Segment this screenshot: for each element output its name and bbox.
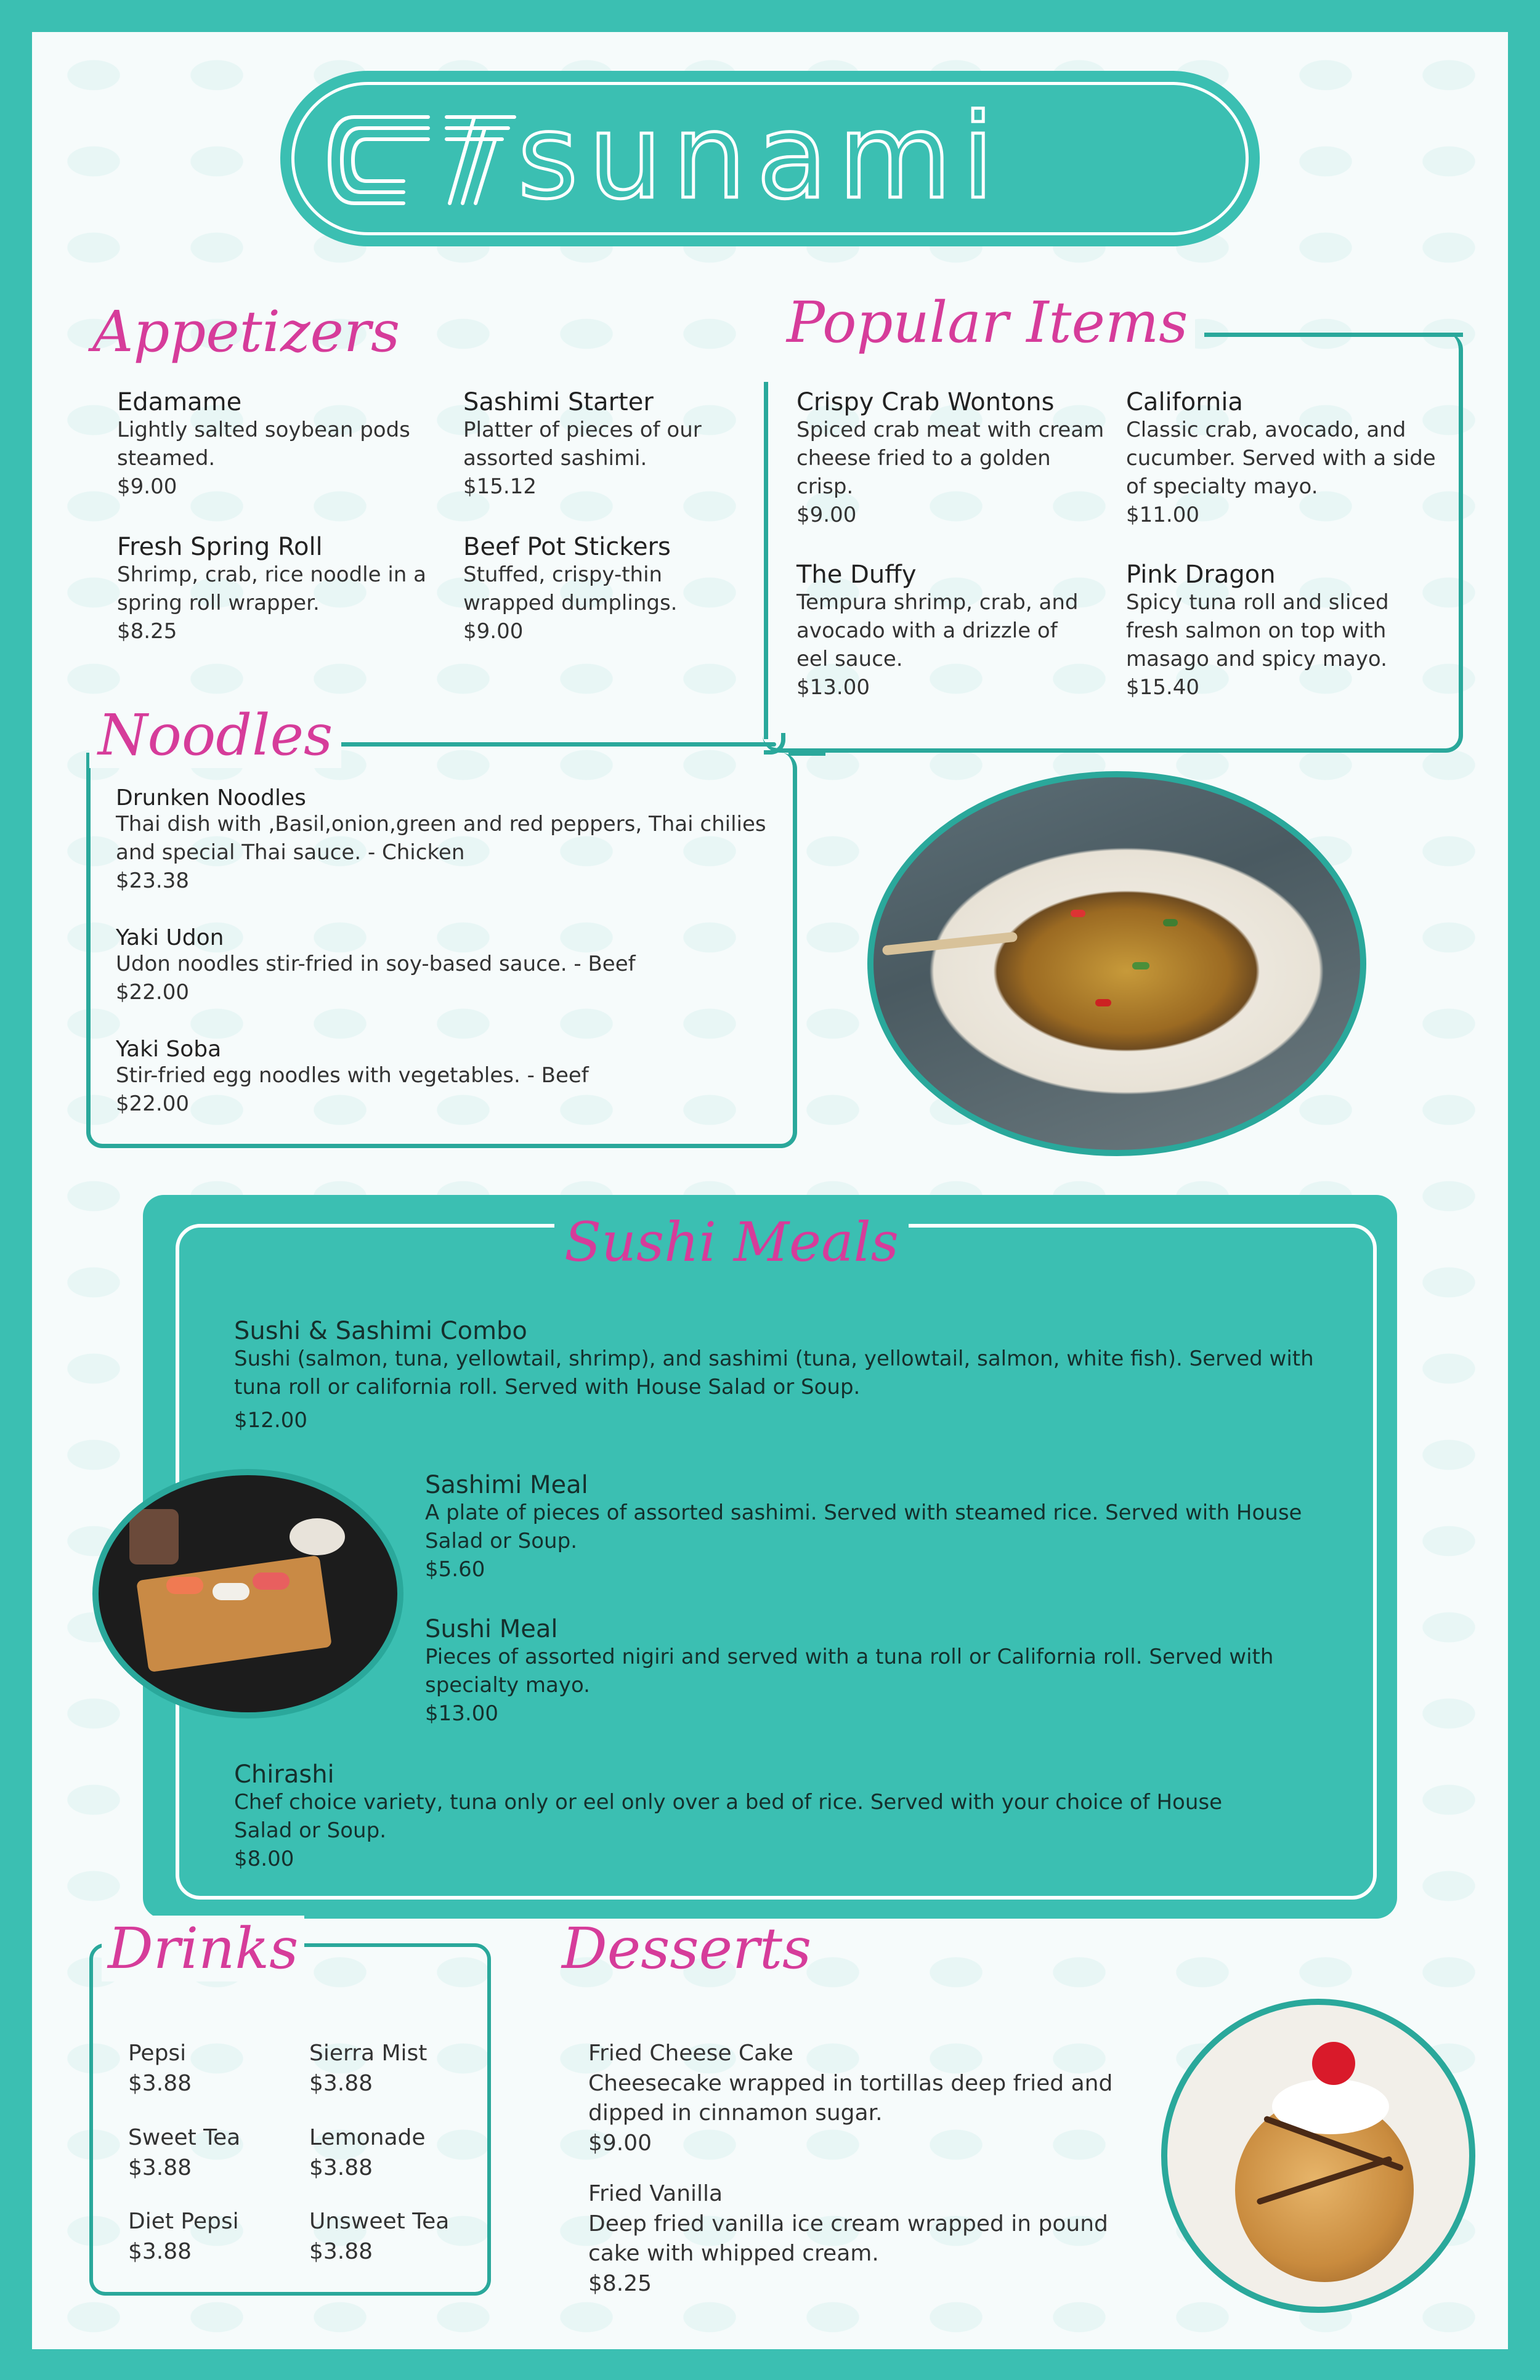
- drink-item: [309, 2039, 482, 2099]
- item-desc: Sushi (salmon, tuna, yellowtail, shrimp), and sashimi (tuna, yellowtail, salmon, white fish). Served with tuna roll or california roll. Served with House Salad or Soup.: [234, 1346, 1314, 1399]
- drinks-heading: Drinks: [102, 1916, 304, 1981]
- popular-frame-left: [764, 382, 768, 739]
- noodles-frame-connector: [788, 751, 825, 756]
- popular-item: [796, 388, 1104, 530]
- item-desc: Shrimp, crab, rice noodle in a spring roll wrapper.: [117, 562, 426, 615]
- item-price: $3.88: [128, 2238, 192, 2264]
- item-price: $9.00: [588, 2130, 652, 2156]
- item-name: The Duffy: [796, 561, 917, 589]
- item-desc: Chef choice variety, tuna only or eel only over a bed of rice. Served with your choice of House Salad or Soup.: [234, 1790, 1222, 1843]
- item-name: Pink Dragon: [1126, 561, 1276, 589]
- item-name: California: [1126, 388, 1243, 416]
- tsunami-logo: [317, 92, 1223, 225]
- item-name: Yaki Soba: [116, 1037, 222, 1062]
- item-price: $8.25: [117, 618, 177, 644]
- appetizer-item: [463, 388, 753, 501]
- item-desc: Thai dish with ,Basil,onion,green and red peppers, Thai chilies and special Thai sauce. - Chicken: [116, 812, 766, 865]
- popular-heading: Popular Items: [779, 289, 1195, 355]
- popular-item: [796, 561, 1092, 702]
- item-name: Fried Cheese Cake: [588, 2041, 793, 2066]
- item-name: Edamame: [117, 388, 242, 416]
- logo-wordmark: sunami: [517, 92, 1005, 225]
- drink-item: [128, 2039, 288, 2099]
- item-price: $12.00: [234, 1407, 307, 1433]
- sushi-platter-photo: [92, 1469, 403, 1718]
- item-name: Yaki Udon: [116, 925, 224, 950]
- sushi-item: [234, 1317, 1331, 1435]
- desserts-heading: Desserts: [562, 1916, 812, 1981]
- item-desc: Stir-fried egg noodles with vegetables. - Beef: [116, 1063, 589, 1088]
- item-name: Sushi Meal: [425, 1615, 558, 1643]
- drink-item: [128, 2123, 288, 2183]
- item-name: Sweet Tea: [128, 2125, 241, 2150]
- item-price: $3.88: [309, 2238, 373, 2264]
- popular-item: [1126, 561, 1434, 702]
- item-name: Lemonade: [309, 2125, 426, 2150]
- item-name: Chirashi: [234, 1760, 334, 1789]
- item-name: Sashimi Meal: [425, 1471, 588, 1499]
- item-price: $11.00: [1126, 502, 1199, 527]
- item-name: Fried Vanilla: [588, 2181, 723, 2206]
- item-price: $13.00: [796, 674, 870, 700]
- item-price: $5.60: [425, 1556, 485, 1582]
- sushi-item: [425, 1615, 1331, 1728]
- item-name: Sashimi Starter: [463, 388, 654, 416]
- noodle-item: [116, 925, 769, 1007]
- appetizers-heading: Appetizers: [92, 299, 400, 365]
- sushi-item: [234, 1760, 1281, 1874]
- drink-item: [309, 2123, 482, 2183]
- popular-item: [1126, 388, 1446, 530]
- item-price: $15.40: [1126, 674, 1199, 700]
- item-desc: Spicy tuna roll and sliced fresh salmon on top with masago and spicy mayo.: [1126, 590, 1389, 671]
- item-desc: Tempura shrimp, crab, and avocado with a drizzle of eel sauce.: [796, 590, 1079, 671]
- dessert-item: [588, 2179, 1155, 2299]
- item-price: $9.00: [117, 474, 177, 499]
- item-name: Drunken Noodles: [116, 785, 306, 811]
- item-desc: Pieces of assorted nigiri and served with a tuna roll or California roll. Served with specialty mayo.: [425, 1645, 1274, 1698]
- item-name: Pepsi: [128, 2041, 187, 2066]
- noodle-item: [116, 1037, 769, 1119]
- item-price: $9.00: [463, 618, 524, 644]
- item-desc: A plate of pieces of assorted sashimi. Served with steamed rice. Served with House Salad or Soup.: [425, 1500, 1302, 1553]
- drink-item: [128, 2207, 288, 2267]
- item-price: $22.00: [116, 1091, 189, 1117]
- noodles-heading: Noodles: [89, 702, 341, 768]
- logo-banner: [280, 71, 1260, 246]
- item-name: Unsweet Tea: [309, 2209, 450, 2234]
- item-desc: Classic crab, avocado, and cucumber. Served with a side of specialty mayo.: [1126, 418, 1436, 499]
- item-price: $3.88: [128, 2155, 192, 2180]
- appetizer-item: [117, 533, 447, 646]
- item-desc: Deep fried vanilla ice cream wrapped in pound cake with whipped cream.: [588, 2211, 1108, 2267]
- sushi-meals-heading: Sushi Meals: [554, 1210, 909, 1274]
- popular-frame-top: [1204, 333, 1463, 337]
- item-price: $3.88: [309, 2070, 373, 2096]
- noodle-item: [116, 785, 769, 896]
- dessert-item: [588, 2039, 1155, 2158]
- appetizer-item: [463, 533, 722, 646]
- item-price: $9.00: [796, 502, 857, 527]
- item-price: $13.00: [425, 1701, 498, 1726]
- appetizer-item: [117, 388, 431, 501]
- item-name: Crispy Crab Wontons: [796, 388, 1055, 416]
- fried-ice-cream-photo: [1161, 1999, 1475, 2313]
- item-name: Fresh Spring Roll: [117, 533, 323, 561]
- item-price: $8.00: [234, 1846, 294, 1871]
- item-desc: Udon noodles stir-fried in soy-based sauce. - Beef: [116, 952, 636, 977]
- noodle-bowl-photo: [867, 771, 1366, 1156]
- item-desc: Stuffed, crispy-thin wrapped dumplings.: [463, 562, 678, 615]
- item-price: $22.00: [116, 980, 189, 1005]
- item-desc: Spiced crab meat with cream cheese fried to a golden crisp.: [796, 418, 1104, 499]
- noodles-frame-top: [326, 742, 776, 747]
- item-name: Diet Pepsi: [128, 2209, 239, 2234]
- item-price: $15.12: [463, 474, 537, 499]
- sushi-item: [425, 1471, 1331, 1584]
- item-desc: Cheesecake wrapped in tortillas deep fried and dipped in cinnamon sugar.: [588, 2070, 1113, 2126]
- item-desc: Platter of pieces of our assorted sashimi.: [463, 418, 702, 471]
- item-name: Sierra Mist: [309, 2041, 428, 2066]
- item-price: $23.38: [116, 868, 189, 894]
- item-price: $8.25: [588, 2270, 652, 2296]
- item-name: Beef Pot Stickers: [463, 533, 671, 561]
- item-desc: Lightly salted soybean pods steamed.: [117, 418, 410, 471]
- item-price: $3.88: [309, 2155, 373, 2180]
- drink-item: [309, 2207, 482, 2267]
- item-price: $3.88: [128, 2070, 192, 2096]
- item-name: Sushi & Sashimi Combo: [234, 1317, 527, 1345]
